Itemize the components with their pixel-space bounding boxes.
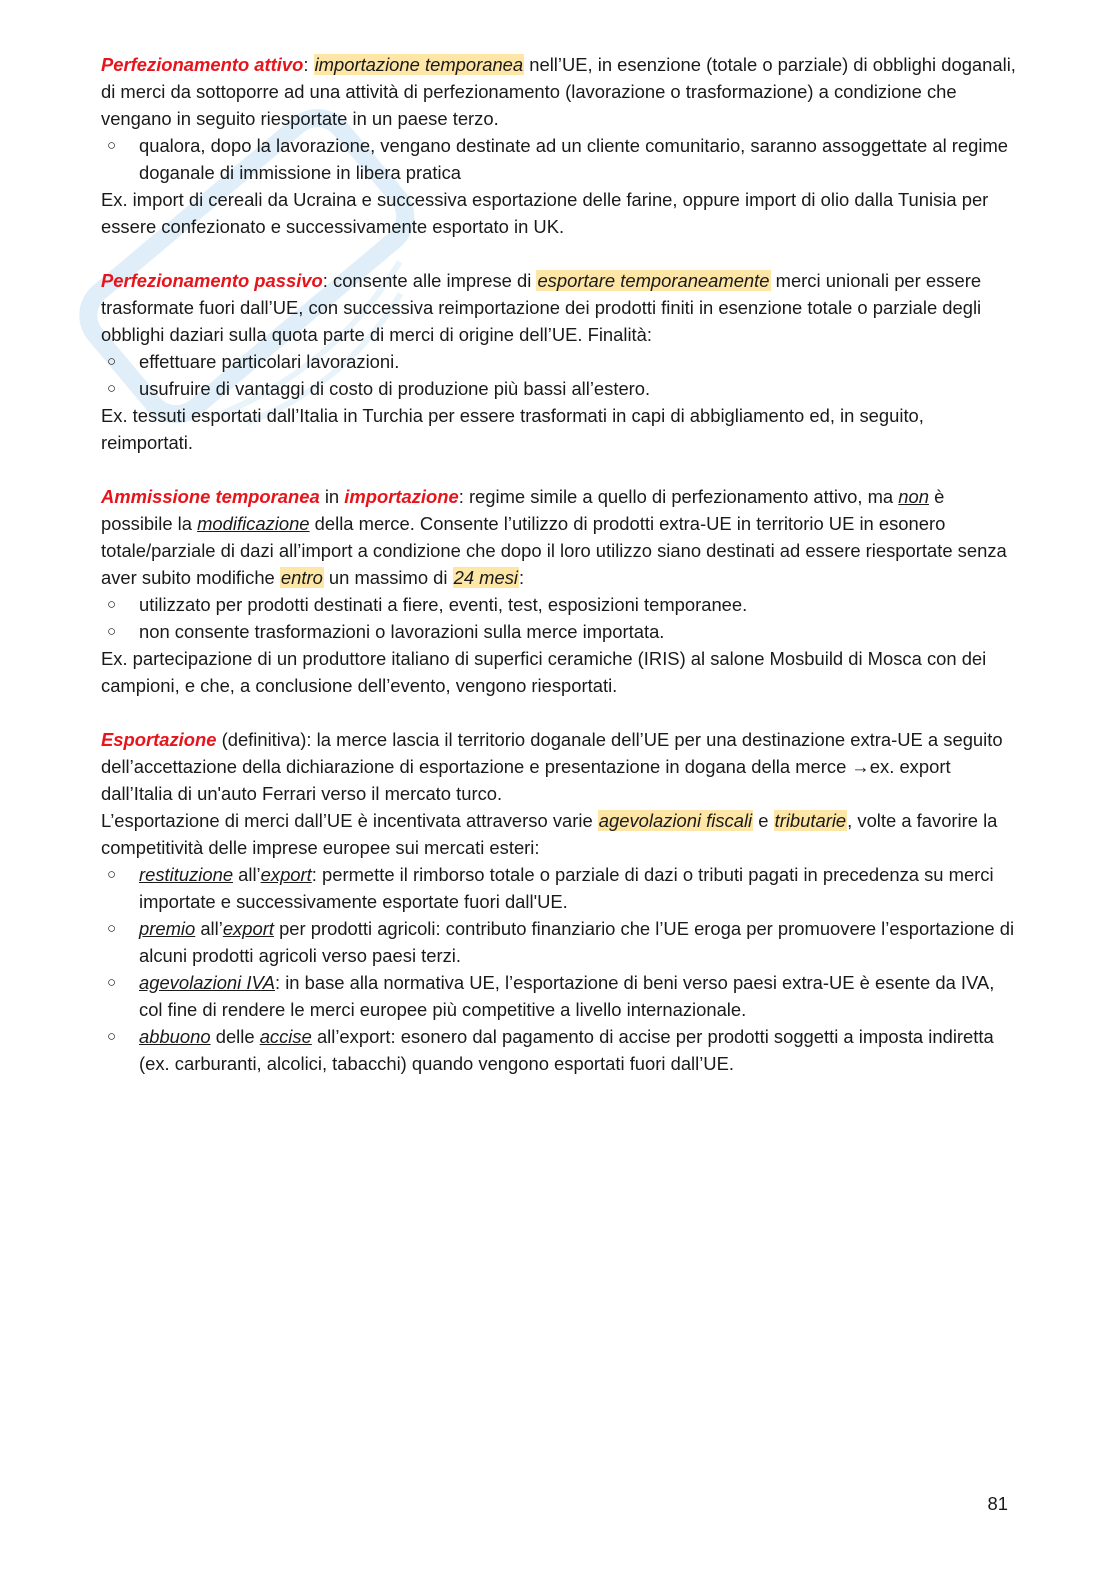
text: per prodotti agricoli: contributo finanziario che l’UE eroga per promuovere l’esportazione di alcuni prodotti agricoli verso paesi terzi. <box>139 918 1015 966</box>
underlined: export <box>222 918 274 939</box>
term: Ammissione temporanea <box>101 486 320 507</box>
underlined: modificazione <box>197 513 310 534</box>
paragraph-perfezionamento-passivo <box>101 267 1016 348</box>
paragraph-perfezionamento-attivo <box>101 51 1016 132</box>
underlined: non <box>898 486 929 507</box>
text: all’export: esonero dal pagamento di accise per prodotti soggetti a imposta indiretta (ex. carburanti, alcolici, tabacchi) quando vengono esportati fuori dall’UE. <box>139 1026 994 1074</box>
list-item: ○ qualora, dopo la lavorazione, vengano destinate ad un cliente comunitario, saranno assoggettate al regime doganale di immissione in libera pratica <box>101 132 1016 186</box>
text: nell’UE, in esenzione (totale o parziale) di obblighi doganali, di merci da sottoporre ad una attività di perfezionamento (lavorazione o trasformazione) a condizione che vengano in seguito riesportate in un paese terzo. <box>101 54 1016 129</box>
text: : in base alla normativa UE, l’esportazione di beni verso paesi extra-UE è esente da IVA, col fine di rendere le merci europee più competitive a livello internazionale. <box>139 972 995 1020</box>
term: Perfezionamento passivo <box>101 270 323 291</box>
underlined: export <box>260 864 312 885</box>
list-item: ○ utilizzato per prodotti destinati a fiere, eventi, test, esposizioni temporanee. <box>101 591 1016 618</box>
example: Ex. import di cereali da Ucraina e successiva esportazione delle farine, oppure import di olio dalla Tunisia per essere confezionato e successivamente esportato in UK. <box>101 189 989 237</box>
example: Ex. tessuti esportati dall’Italia in Turchia per essere trasformati in capi di abbigliamento ed, in seguito, reimportati. <box>101 405 924 453</box>
paragraph-esportazione <box>101 726 1016 807</box>
highlight: 24 mesi <box>453 567 518 588</box>
text: (definitiva): la merce lascia il territorio doganale dell’UE per una destinazione extra-UE a seguito dell’accettazione della dichiarazione di esportazione e presentazione in dogana della merce →ex. export dall’Italia di un'auto Ferrari verso il mercato turco. <box>101 729 1003 804</box>
term: Esportazione <box>101 729 217 750</box>
list-item <box>101 861 1016 915</box>
list-item: ○ usufruire di vantaggi di costo di produzione più bassi all’estero. <box>101 375 1016 402</box>
page-number: 81 <box>987 1493 1008 1514</box>
text: : regime simile a quello di perfezionamento attivo, ma <box>458 486 899 507</box>
underlined: premio <box>139 918 196 939</box>
text: all’ <box>195 918 223 939</box>
example: Ex. partecipazione di un produttore italiano di superfici ceramiche (IRIS) al salone Mosbuild di Mosca con dei campioni, e che, a conclusione dell’evento, vengono riesportati. <box>101 648 987 696</box>
bullet-list <box>101 132 1016 186</box>
bullet-list <box>101 348 1016 402</box>
highlight: agevolazioni fiscali <box>598 810 753 831</box>
highlight: esportare temporaneamente <box>537 270 770 291</box>
document-body <box>101 51 1016 1077</box>
text: : <box>519 567 525 588</box>
underlined: agevolazioni IVA <box>139 972 275 993</box>
underlined: restituzione <box>139 864 234 885</box>
list-item <box>101 915 1016 969</box>
highlight: entro <box>280 567 323 588</box>
text: e <box>753 810 774 831</box>
text: all’ <box>233 864 261 885</box>
text: : <box>303 54 314 75</box>
list-item <box>101 969 1016 1023</box>
text: delle <box>210 1026 260 1047</box>
list-item: ○ effettuare particolari lavorazioni. <box>101 348 1016 375</box>
text: L’esportazione di merci dall’UE è incentivata attraverso varie <box>101 810 598 831</box>
bullet-list <box>101 861 1016 1077</box>
highlight: importazione temporanea <box>314 54 524 75</box>
text: un massimo di <box>323 567 453 588</box>
text: : consente alle imprese di <box>322 270 537 291</box>
list-item: ○ non consente trasformazioni o lavorazioni sulla merce importata. <box>101 618 1016 645</box>
text: : permette il rimborso totale o parziale di dazi o tributi pagati in precedenza su merci importate e successivamente esportate fuori dall'UE. <box>139 864 994 912</box>
text: è possibile la <box>101 486 945 534</box>
term: importazione <box>344 486 459 507</box>
text: della merce. Consente l’utilizzo di prodotti extra-UE in territorio UE in esonero totale/parziale di dazi all’import a condizione che dopo il loro utilizzo siano destinati ad essere riesportate senza aver subito modifiche <box>101 513 1007 588</box>
highlight: tributarie <box>774 810 847 831</box>
text: in <box>319 486 345 507</box>
term: Perfezionamento attivo <box>101 54 304 75</box>
paragraph-agevolazioni <box>101 807 1016 861</box>
list-item <box>101 1023 1016 1077</box>
paragraph-ammissione-temporanea <box>101 483 1016 591</box>
text: merci unionali per essere trasformate fuori dall’UE, con successiva reimportazione dei prodotti finiti in esenzione totale o parziale degli obblighi daziari sulla quota parte di merci di origine dell’UE. Finalità: <box>101 270 982 345</box>
underlined: accise <box>259 1026 312 1047</box>
text: , volte a favorire la competitività delle imprese europee sui mercati esteri: <box>101 810 998 858</box>
bullet-list <box>101 591 1016 645</box>
underlined: abbuono <box>139 1026 211 1047</box>
